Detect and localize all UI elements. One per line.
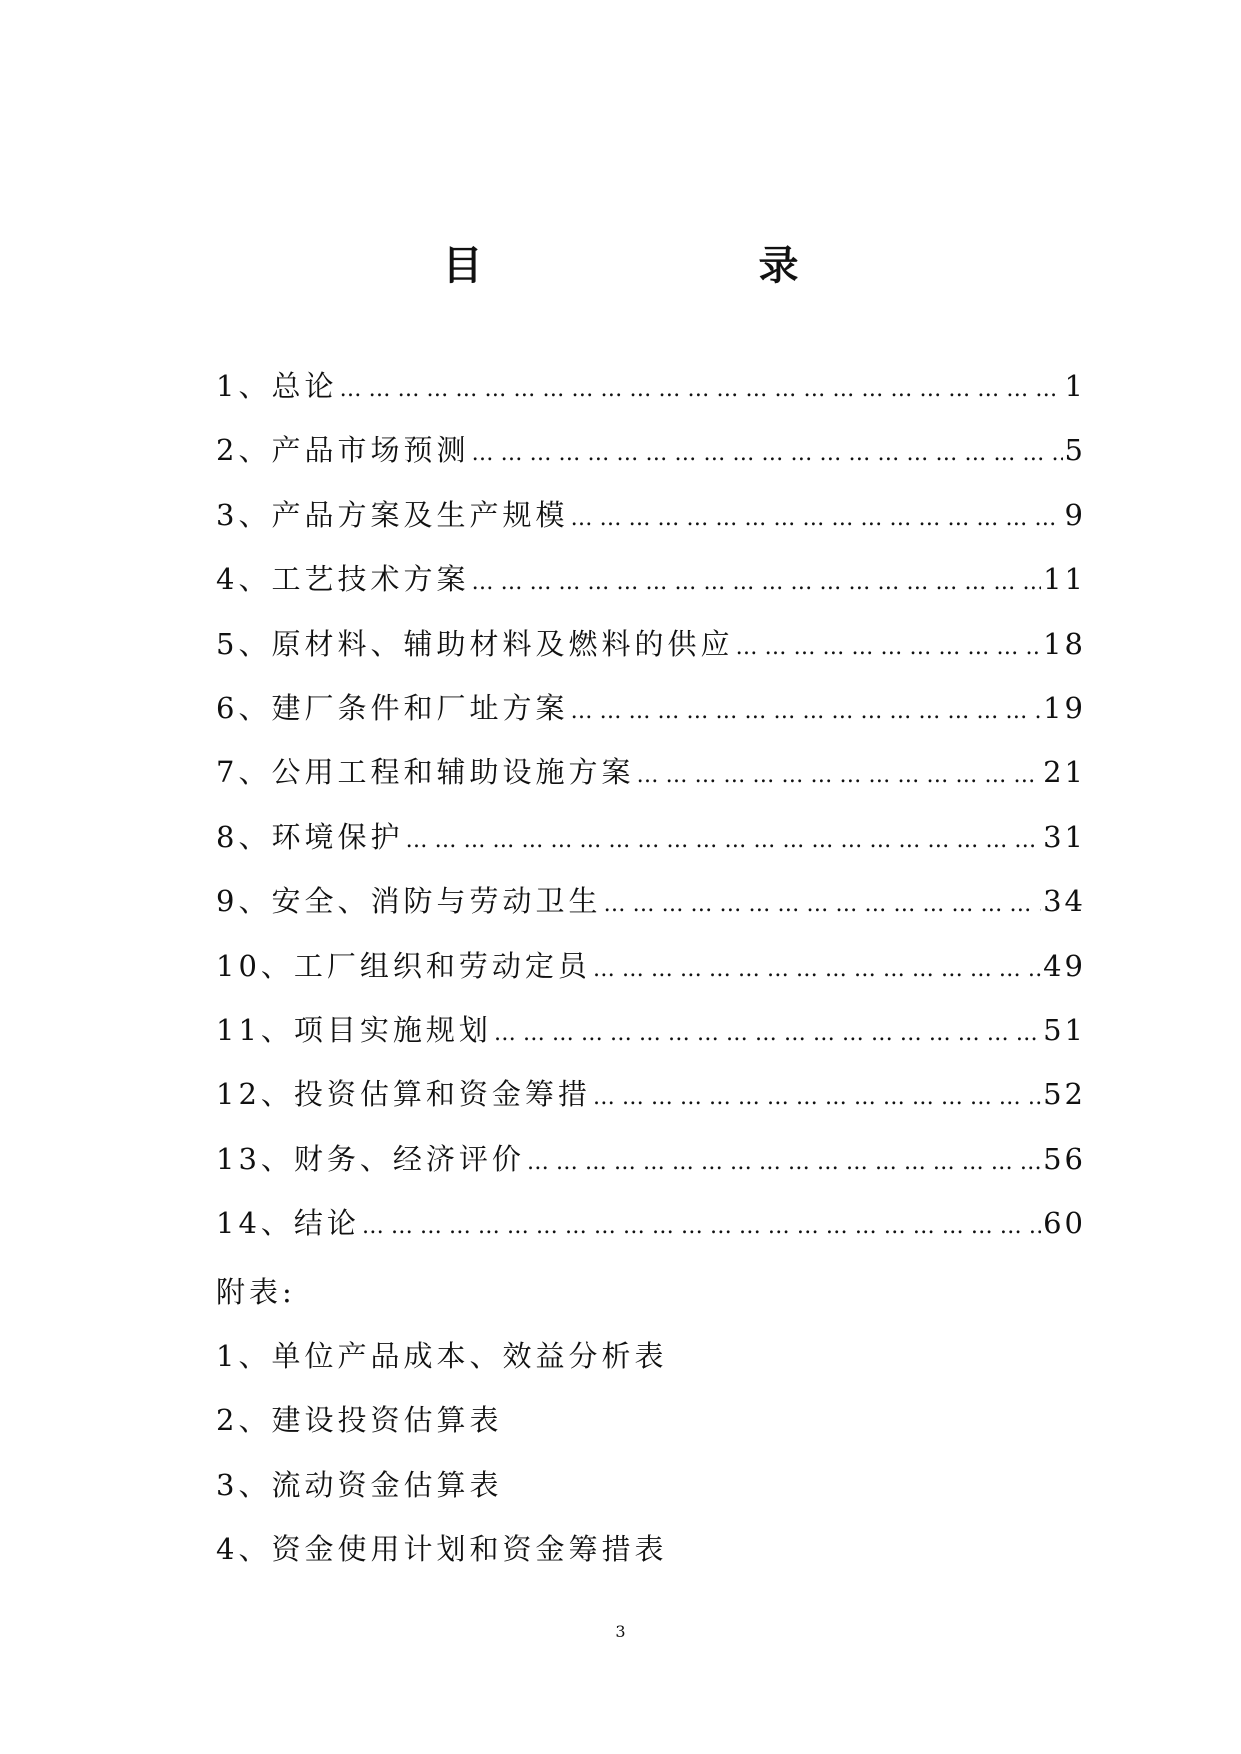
toc-entry-page: 1 [1064, 369, 1086, 403]
toc-entry[interactable] [216, 624, 1086, 688]
toc-entry-page: 21 [1043, 755, 1086, 790]
toc-entry[interactable] [216, 1139, 1086, 1203]
toc-dot-leader [339, 370, 1062, 410]
toc-entry[interactable] [216, 688, 1086, 752]
toc-entry-page: 18 [1043, 626, 1086, 661]
page-number: 3 [615, 1622, 626, 1641]
toc-entry-label: 11、项目实施规划 [216, 1012, 492, 1047]
toc-entry-page: 51 [1043, 1012, 1086, 1047]
toc-dot-leader [603, 885, 1041, 925]
toc-dot-leader [405, 821, 1041, 861]
toc-entry-label: 9、安全、消防与劳动卫生 [216, 884, 602, 919]
toc-dot-leader [494, 1014, 1041, 1054]
appendix-item: 4、资金使用计划和资金筹措表 [216, 1532, 668, 1567]
toc-dot-leader [362, 1207, 1041, 1247]
toc-entry-label: 3、产品方案及生产规模 [216, 497, 569, 532]
toc-dot-leader [593, 950, 1041, 990]
toc-entry[interactable] [216, 430, 1086, 494]
page-title: 目 录 [442, 243, 917, 289]
toc-dot-leader [570, 499, 1062, 539]
toc-entry-label: 4、工艺技术方案 [216, 562, 470, 597]
toc-entry-page: 56 [1043, 1141, 1086, 1176]
toc-entry-page: 31 [1043, 819, 1086, 854]
toc-entry-page: 34 [1043, 884, 1086, 919]
toc-entry[interactable] [216, 817, 1086, 881]
toc-entry[interactable] [216, 366, 1086, 430]
toc-entry[interactable] [216, 1203, 1086, 1267]
toc-entry[interactable] [216, 752, 1086, 816]
toc-entry-page: 9 [1064, 497, 1086, 532]
toc-dot-leader [471, 563, 1041, 603]
toc-dot-leader [735, 628, 1041, 668]
toc-dot-leader [570, 692, 1041, 732]
appendix-item: 1、单位产品成本、效益分析表 [216, 1339, 668, 1373]
toc-dot-leader [527, 1143, 1041, 1183]
toc-entry-label: 7、公用工程和辅助设施方案 [216, 755, 635, 790]
toc-entry[interactable] [216, 559, 1086, 623]
toc-entry-page: 5 [1064, 433, 1086, 468]
toc-entry-page: 19 [1043, 690, 1086, 725]
toc-entry[interactable] [216, 881, 1086, 945]
toc-entry-label: 2、产品市场预测 [216, 433, 470, 468]
toc-entry-label: 13、财务、经济评价 [216, 1141, 525, 1176]
toc-entry-page: 60 [1043, 1206, 1086, 1241]
toc-dot-leader [471, 434, 1062, 474]
appendix-item: 3、流动资金估算表 [216, 1467, 503, 1502]
toc-entry[interactable] [216, 1010, 1086, 1074]
toc-entry-page: 52 [1043, 1077, 1086, 1112]
toc-dot-leader [593, 1078, 1041, 1118]
toc-entry-label: 5、原材料、辅助材料及燃料的供应 [216, 626, 734, 661]
toc-entry-label: 8、环境保护 [216, 819, 404, 854]
toc-entry-page: 49 [1043, 948, 1086, 983]
appendix-item: 2、建设投资估算表 [216, 1403, 503, 1438]
toc-entry-label: 14、结论 [216, 1206, 360, 1241]
appendix-heading: 附表: [216, 1275, 296, 1309]
toc-entry-label: 1、总论 [216, 369, 338, 403]
toc-entry[interactable] [216, 946, 1086, 1010]
toc-entry[interactable] [216, 495, 1086, 559]
toc-entry[interactable] [216, 1074, 1086, 1138]
toc-dot-leader [636, 756, 1041, 796]
toc-entry-label: 12、投资估算和资金筹措 [216, 1077, 591, 1112]
toc-entry-page: 11 [1043, 562, 1086, 597]
appendix-list [216, 1336, 667, 1594]
table-of-contents [216, 366, 1086, 1267]
toc-entry-label: 6、建厂条件和厂址方案 [216, 690, 569, 725]
toc-entry-label: 10、工厂组织和劳动定员 [216, 948, 591, 983]
